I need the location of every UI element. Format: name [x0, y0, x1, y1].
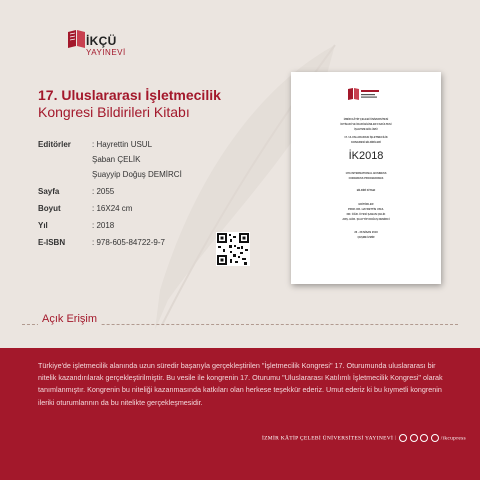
meta-value: Şuayyip Doğuş DEMİRCİ — [92, 170, 182, 179]
cover-text: BİLDİRİ KİTABI — [356, 189, 376, 192]
cover-text: EDİTÖRLER — [358, 203, 374, 206]
publisher-logo — [66, 28, 126, 72]
instagram-icon[interactable] — [410, 434, 418, 442]
cover-text: İŞLETME BÖLÜMÜ — [354, 128, 378, 131]
footer-publisher: İZMİR KÂTİP ÇELEBİ ÜNİVERSİTESİ YAYINEVİ | /ikcupress — [262, 435, 466, 442]
book-cover-image — [291, 72, 441, 284]
meta-label: E-ISBN — [38, 238, 66, 247]
social-handle[interactable]: /ikcupress — [440, 435, 466, 442]
cover-code: İK2018 — [348, 150, 384, 162]
cover-text: KONGRESİ BİLDİRİLERİ — [351, 141, 381, 144]
cover-text: İZMİR KÂTİP ÇELEBİ ÜNİVERSİTESİ — [343, 118, 389, 121]
meta-value: : 2055 — [92, 187, 115, 196]
cover-logo-icon — [347, 86, 381, 102]
book-description: Türkiye'de işletmecilik alanında uzun süredir başarıyla gerçekleştirilen "İşletmecilik Kongresi" 17. Oturumunda uluslararası bir nitelik kazandırılarak gerçekleştirilmiştir. Bu vesile ile kongrenin 17. Oturumu "Uluslararası Katılımlı İşletmecilik Kongresi" olarak tanımlanmıştır. Kongrenin bu niteliği kazanmasında katkıları olan herkese teşekkür ederiz. Umut ederiz ki bu kıymetli kongrenin ileriki oturumlarının da bu nitelikte gerçekleşmesidir. — [38, 361, 443, 407]
meta-label: Yıl — [38, 221, 48, 230]
meta-label: Sayfa — [38, 187, 60, 196]
cover-text: DR. ÖĞR. ÜYESİ ŞABAN ÇELİK — [346, 213, 386, 216]
book-logo-icon — [66, 28, 88, 50]
cover-text: İKTİSADİ VE İDARİ BİLİMLER FAKÜLTESİ — [340, 123, 392, 126]
cover-text: ARŞ. GÖR. ŞUAYYİP DOĞUŞ DEMİRCİ — [342, 218, 390, 221]
book-title-line2: Kongresi Bildirileri Kitabı — [38, 104, 190, 120]
cover-text: PROF. DR. HAYRETTİN USUL — [348, 208, 384, 211]
qr-code-icon[interactable] — [216, 232, 250, 266]
meta-label: Editörler — [38, 140, 71, 149]
meta-value: Şaban ÇELİK — [92, 155, 141, 164]
cover-text: 17. ULUSLARARASI İŞLETMECİLİK — [344, 136, 388, 139]
logo-subtitle: YAYINEVİ — [86, 48, 126, 57]
linkedin-icon[interactable] — [399, 434, 407, 442]
open-access-label[interactable]: Açık Erişim — [38, 313, 101, 325]
logo-title: İKÇÜ — [86, 34, 117, 48]
publisher-name: İZMİR KÂTİP ÇELEBİ ÜNİVERSİTESİ YAYINEVİ — [262, 435, 394, 442]
cover-text: 26 - 28 NİSAN 2018 — [354, 231, 378, 234]
meta-label: Boyut — [38, 204, 61, 213]
meta-value: : 16X24 cm — [92, 204, 133, 213]
cover-text: 17th INTERNATIONAL BUSINESS — [345, 172, 387, 175]
twitter-icon[interactable] — [420, 434, 428, 442]
description-panel — [0, 348, 480, 480]
meta-value: : Hayrettin USUL — [92, 140, 153, 149]
cover-text: ÇEŞME İZMİR — [357, 236, 375, 239]
book-title-line1: 17. Uluslararası İşletmecilik — [38, 87, 221, 103]
facebook-icon[interactable] — [431, 434, 439, 442]
meta-value: : 978-605-84722-9-7 — [92, 238, 165, 247]
cover-text: CONGRESS PROCEEDINGS — [348, 177, 384, 180]
meta-value: : 2018 — [92, 221, 115, 230]
